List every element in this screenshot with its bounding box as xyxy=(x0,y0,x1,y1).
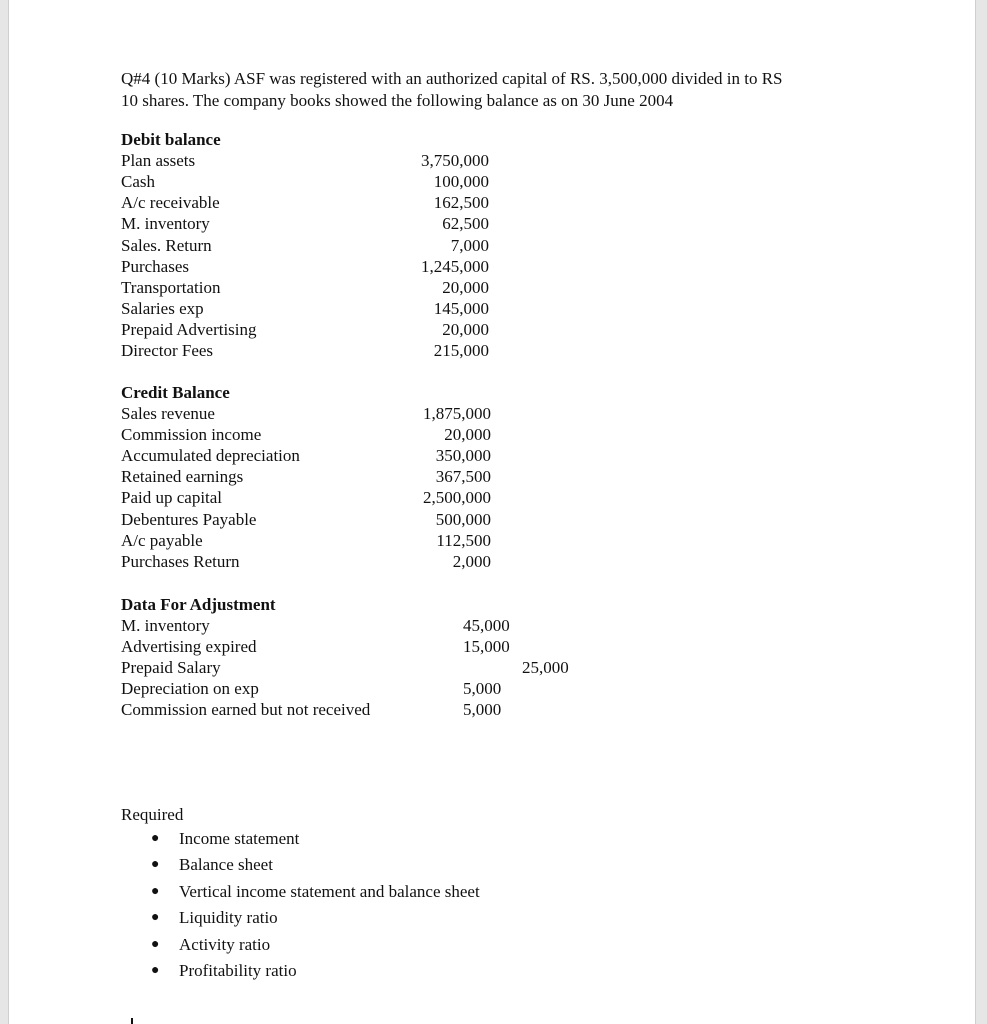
credit-value: 2,500,000 xyxy=(423,488,491,507)
credit-value: 1,875,000 xyxy=(423,404,491,423)
list-item xyxy=(121,932,480,958)
required-item-label: Profitability ratio xyxy=(179,960,297,980)
required-item-label: Balance sheet xyxy=(179,855,273,875)
debit-value: 20,000 xyxy=(442,320,489,339)
adjustment-value: 45,000 xyxy=(463,616,510,635)
bullet-icon: ● xyxy=(151,883,160,899)
debit-label: Cash xyxy=(121,172,155,191)
list-item xyxy=(121,905,480,931)
debit-label: Plan assets xyxy=(121,151,196,170)
intro-line-1: Q#4 (10 Marks) ASF was registered with an authorized capital of RS. 3,500,000 divided in to RS xyxy=(121,69,783,88)
debit-label: Director Fees xyxy=(121,341,214,360)
list-item xyxy=(121,852,480,878)
credit-value: 20,000 xyxy=(444,425,491,444)
list-item xyxy=(121,826,480,852)
bullet-icon: ● xyxy=(151,910,160,926)
credit-value: 367,500 xyxy=(435,467,491,486)
debit-label: A/c receivable xyxy=(121,193,220,212)
adjustment-label: Commission earned but not received xyxy=(121,700,371,719)
credit-label: Purchases Return xyxy=(121,552,240,571)
adjustment-label: Depreciation on exp xyxy=(121,679,259,698)
credit-label: Commission income xyxy=(121,425,262,444)
bullet-icon: ● xyxy=(151,831,160,846)
debit-label: Sales. Return xyxy=(121,236,212,255)
credit-value: 2,000 xyxy=(452,552,491,571)
adjustment-label: Advertising expired xyxy=(121,637,257,656)
list-item xyxy=(121,958,480,984)
debit-value: 215,000 xyxy=(433,341,489,360)
document-page xyxy=(8,0,976,1024)
credit-label: Paid up capital xyxy=(121,488,223,507)
intro-line-2: 10 shares. The company books showed the following balance as on 30 June 2004 xyxy=(121,91,674,110)
bullet-icon: ● xyxy=(151,857,160,873)
adjustment-value: 25,000 xyxy=(522,658,569,677)
debit-value: 162,500 xyxy=(433,193,489,212)
required-item-label: Liquidity ratio xyxy=(179,908,278,928)
bullet-icon: ● xyxy=(151,936,160,952)
adjustment-label: Prepaid Salary xyxy=(121,658,221,677)
question-intro xyxy=(121,68,881,112)
adjustment-value: 5,000 xyxy=(463,700,502,719)
debit-heading: Debit balance xyxy=(121,130,221,149)
credit-label: Debentures Payable xyxy=(121,510,257,529)
credit-heading: Credit Balance xyxy=(121,383,230,402)
bullet-icon: ● xyxy=(151,962,160,978)
list-item xyxy=(121,879,480,905)
debit-label: Purchases xyxy=(121,257,189,276)
credit-label: Sales revenue xyxy=(121,404,215,423)
debit-value: 20,000 xyxy=(442,278,489,297)
credit-label: Retained earnings xyxy=(121,467,244,486)
credit-value: 500,000 xyxy=(435,510,491,529)
text-cursor-mark xyxy=(131,1018,133,1024)
debit-value: 100,000 xyxy=(433,172,489,191)
debit-label: M. inventory xyxy=(121,214,210,233)
adjustment-value: 15,000 xyxy=(463,637,510,656)
debit-value: 3,750,000 xyxy=(421,151,489,170)
adjustment-label: M. inventory xyxy=(121,616,210,635)
credit-value: 350,000 xyxy=(435,446,491,465)
debit-label: Salaries exp xyxy=(121,299,204,318)
required-heading: Required xyxy=(121,805,184,824)
debit-value: 62,500 xyxy=(442,214,489,233)
adjustment-value: 5,000 xyxy=(463,679,502,698)
required-item-label: Vertical income statement and balance sheet xyxy=(179,881,480,901)
adjustment-heading: Data For Adjustment xyxy=(121,595,276,614)
required-item-label: Income statement xyxy=(179,829,300,848)
required-item-label: Activity ratio xyxy=(179,934,271,954)
credit-value: 112,500 xyxy=(436,531,491,550)
credit-label: Accumulated depreciation xyxy=(121,446,300,465)
debit-label: Transportation xyxy=(121,278,221,297)
debit-value: 7,000 xyxy=(450,236,489,255)
required-list xyxy=(121,826,480,984)
debit-value: 145,000 xyxy=(433,299,489,318)
credit-label: A/c payable xyxy=(121,531,203,550)
debit-value: 1,245,000 xyxy=(421,257,489,276)
debit-label: Prepaid Advertising xyxy=(121,320,257,339)
